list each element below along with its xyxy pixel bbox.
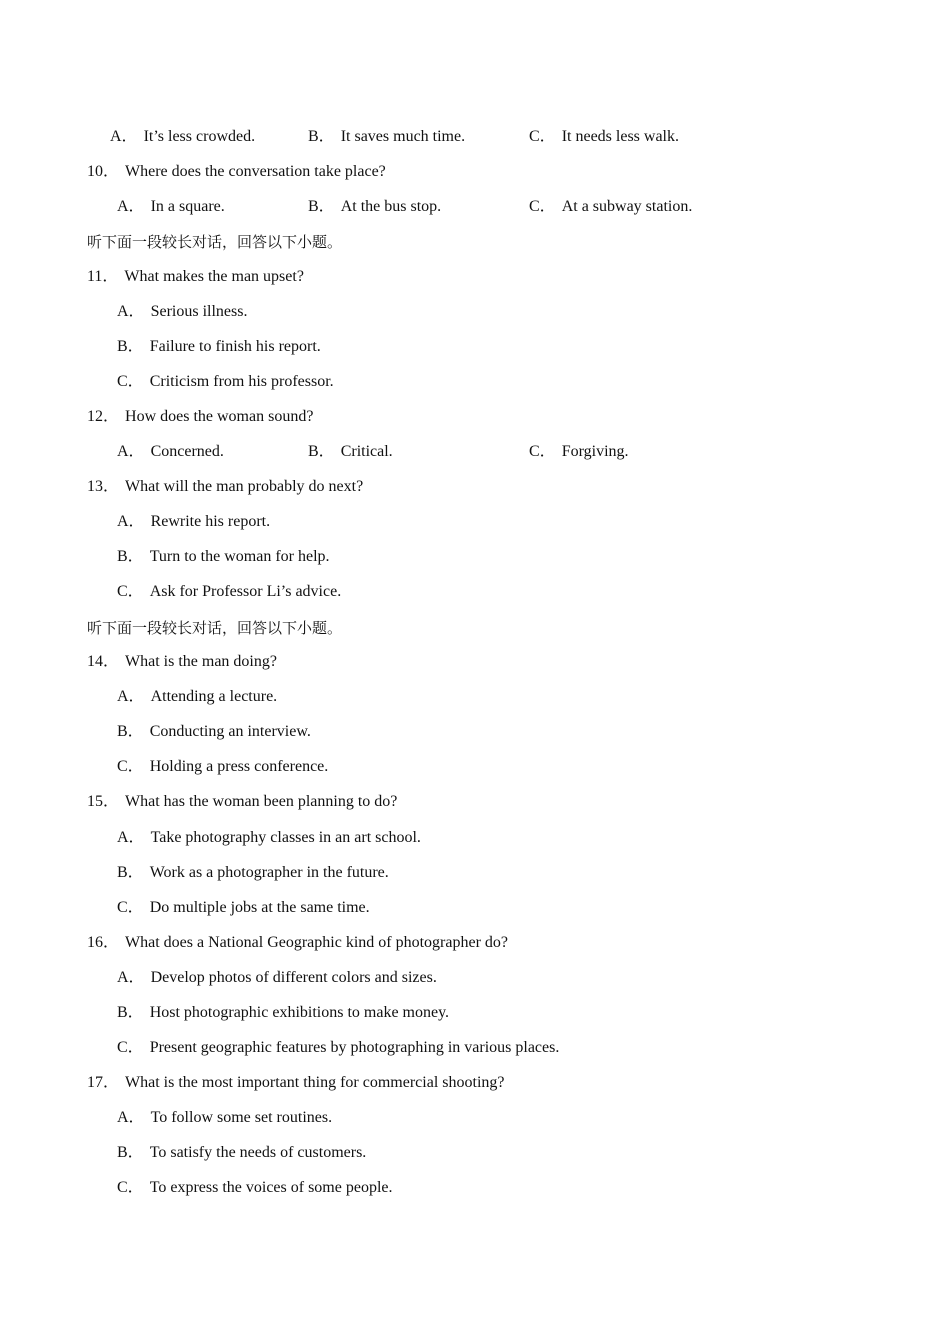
option-text: In a square. bbox=[150, 198, 225, 215]
option-letter: A． bbox=[117, 829, 145, 846]
instruction-text: 听下面一段较长对话，回答以下小题。 bbox=[87, 619, 343, 637]
option-text: Concerned. bbox=[150, 443, 224, 460]
question-text: What will the man probably do next? bbox=[125, 478, 364, 495]
q9-options-row bbox=[0, 125, 950, 149]
option-text: Ask for Professor Li’s advice. bbox=[149, 583, 342, 600]
question-text: What does a National Geographic kind of photographer do? bbox=[125, 934, 508, 951]
option-letter: C． bbox=[529, 128, 556, 145]
option-text: Attending a lecture. bbox=[150, 688, 278, 705]
option-text: At a subway station. bbox=[561, 198, 693, 215]
instruction-text: 听下面一段较长对话，回答以下小题。 bbox=[87, 233, 343, 251]
section-instruction bbox=[0, 616, 950, 640]
q11-option-b bbox=[0, 335, 950, 359]
option-letter: A． bbox=[117, 443, 145, 460]
q17-option-a bbox=[0, 1106, 950, 1130]
option-text: Host photographic exhibitions to make money. bbox=[149, 1004, 450, 1021]
q16-option-a bbox=[0, 966, 950, 990]
option-letter: B． bbox=[117, 548, 144, 565]
option-letter: C． bbox=[117, 1039, 144, 1056]
question-number: 10． bbox=[87, 163, 120, 180]
q10-options-row bbox=[0, 195, 950, 219]
question-number: 13． bbox=[87, 478, 120, 495]
option-text: It saves much time. bbox=[340, 128, 466, 145]
q10-question bbox=[0, 160, 950, 184]
option-text: At the bus stop. bbox=[340, 198, 442, 215]
q13-option-c bbox=[0, 580, 950, 604]
option-letter: B． bbox=[117, 1004, 144, 1021]
q17-option-c bbox=[0, 1176, 950, 1200]
question-text: What has the woman been planning to do? bbox=[125, 793, 398, 810]
question-number: 17． bbox=[87, 1074, 120, 1091]
question-number: 12． bbox=[87, 408, 120, 425]
question-text: What is the man doing? bbox=[125, 653, 277, 670]
option-letter: A． bbox=[117, 513, 145, 530]
q16-option-b bbox=[0, 1001, 950, 1025]
option-letter: C． bbox=[117, 1179, 144, 1196]
q15-option-c bbox=[0, 896, 950, 920]
option-text: It’s less crowded. bbox=[143, 128, 256, 145]
q15-option-a bbox=[0, 826, 950, 850]
option-text: Turn to the woman for help. bbox=[149, 548, 330, 565]
option-letter: B． bbox=[117, 338, 144, 355]
option-text: Criticism from his professor. bbox=[149, 373, 334, 390]
option-letter: A． bbox=[110, 128, 138, 145]
q15-option-b bbox=[0, 861, 950, 885]
q16-option-c bbox=[0, 1036, 950, 1060]
option-letter: B． bbox=[308, 198, 335, 215]
q12-question bbox=[0, 405, 950, 429]
q15-question bbox=[0, 790, 950, 814]
option-text: Critical. bbox=[340, 443, 393, 460]
option-text: To satisfy the needs of customers. bbox=[149, 1144, 367, 1161]
option-letter: C． bbox=[529, 443, 556, 460]
option-text: Holding a press conference. bbox=[149, 758, 329, 775]
option-letter: B． bbox=[308, 443, 335, 460]
question-text: What is the most important thing for commercial shooting? bbox=[125, 1074, 505, 1091]
question-text: Where does the conversation take place? bbox=[125, 163, 386, 180]
option-letter: C． bbox=[117, 899, 144, 916]
option-letter: C． bbox=[529, 198, 556, 215]
option-letter: A． bbox=[117, 198, 145, 215]
q10-option-a bbox=[117, 195, 225, 219]
option-text: To express the voices of some people. bbox=[149, 1179, 393, 1196]
option-text: Take photography classes in an art school. bbox=[150, 829, 421, 846]
q13-option-b bbox=[0, 545, 950, 569]
q9-option-b bbox=[308, 125, 465, 149]
option-letter: A． bbox=[117, 688, 145, 705]
q12-options-row bbox=[0, 440, 950, 464]
option-letter: C． bbox=[117, 373, 144, 390]
option-letter: B． bbox=[117, 723, 144, 740]
question-number: 14． bbox=[87, 653, 120, 670]
question-number: 16． bbox=[87, 934, 120, 951]
option-text: To follow some set routines. bbox=[150, 1109, 333, 1126]
option-text: Develop photos of different colors and sizes. bbox=[150, 969, 437, 986]
q17-option-b bbox=[0, 1141, 950, 1165]
option-letter: C． bbox=[117, 583, 144, 600]
option-letter: A． bbox=[117, 1109, 145, 1126]
q12-option-c bbox=[529, 440, 629, 464]
q12-option-a bbox=[117, 440, 224, 464]
question-text: How does the woman sound? bbox=[125, 408, 314, 425]
option-text: Conducting an interview. bbox=[149, 723, 311, 740]
q14-question bbox=[0, 650, 950, 674]
option-letter: B． bbox=[117, 864, 144, 881]
option-text: Forgiving. bbox=[561, 443, 629, 460]
q14-option-c bbox=[0, 755, 950, 779]
q9-option-c bbox=[529, 125, 679, 149]
option-letter: C． bbox=[117, 758, 144, 775]
q10-option-b bbox=[308, 195, 441, 219]
option-text: Do multiple jobs at the same time. bbox=[149, 899, 370, 916]
option-letter: B． bbox=[117, 1144, 144, 1161]
question-number: 11． bbox=[87, 268, 119, 285]
option-text: Serious illness. bbox=[150, 303, 248, 320]
q11-option-a bbox=[0, 300, 950, 324]
option-text: Work as a photographer in the future. bbox=[149, 864, 389, 881]
q12-option-b bbox=[308, 440, 393, 464]
q11-option-c bbox=[0, 370, 950, 394]
question-text: What makes the man upset? bbox=[124, 268, 304, 285]
option-text: Failure to finish his report. bbox=[149, 338, 321, 355]
q16-question bbox=[0, 931, 950, 955]
q11-question bbox=[0, 265, 950, 289]
q13-option-a bbox=[0, 510, 950, 534]
option-text: It needs less walk. bbox=[561, 128, 679, 145]
option-text: Present geographic features by photographing in various places. bbox=[149, 1039, 560, 1056]
q14-option-a bbox=[0, 685, 950, 709]
option-text: Rewrite his report. bbox=[150, 513, 271, 530]
q13-question bbox=[0, 475, 950, 499]
option-letter: A． bbox=[117, 969, 145, 986]
option-letter: A． bbox=[117, 303, 145, 320]
option-letter: B． bbox=[308, 128, 335, 145]
q17-question bbox=[0, 1071, 950, 1095]
question-number: 15． bbox=[87, 793, 120, 810]
q9-option-a bbox=[110, 125, 255, 149]
q10-option-c bbox=[529, 195, 692, 219]
q14-option-b bbox=[0, 720, 950, 744]
section-instruction bbox=[0, 230, 950, 254]
